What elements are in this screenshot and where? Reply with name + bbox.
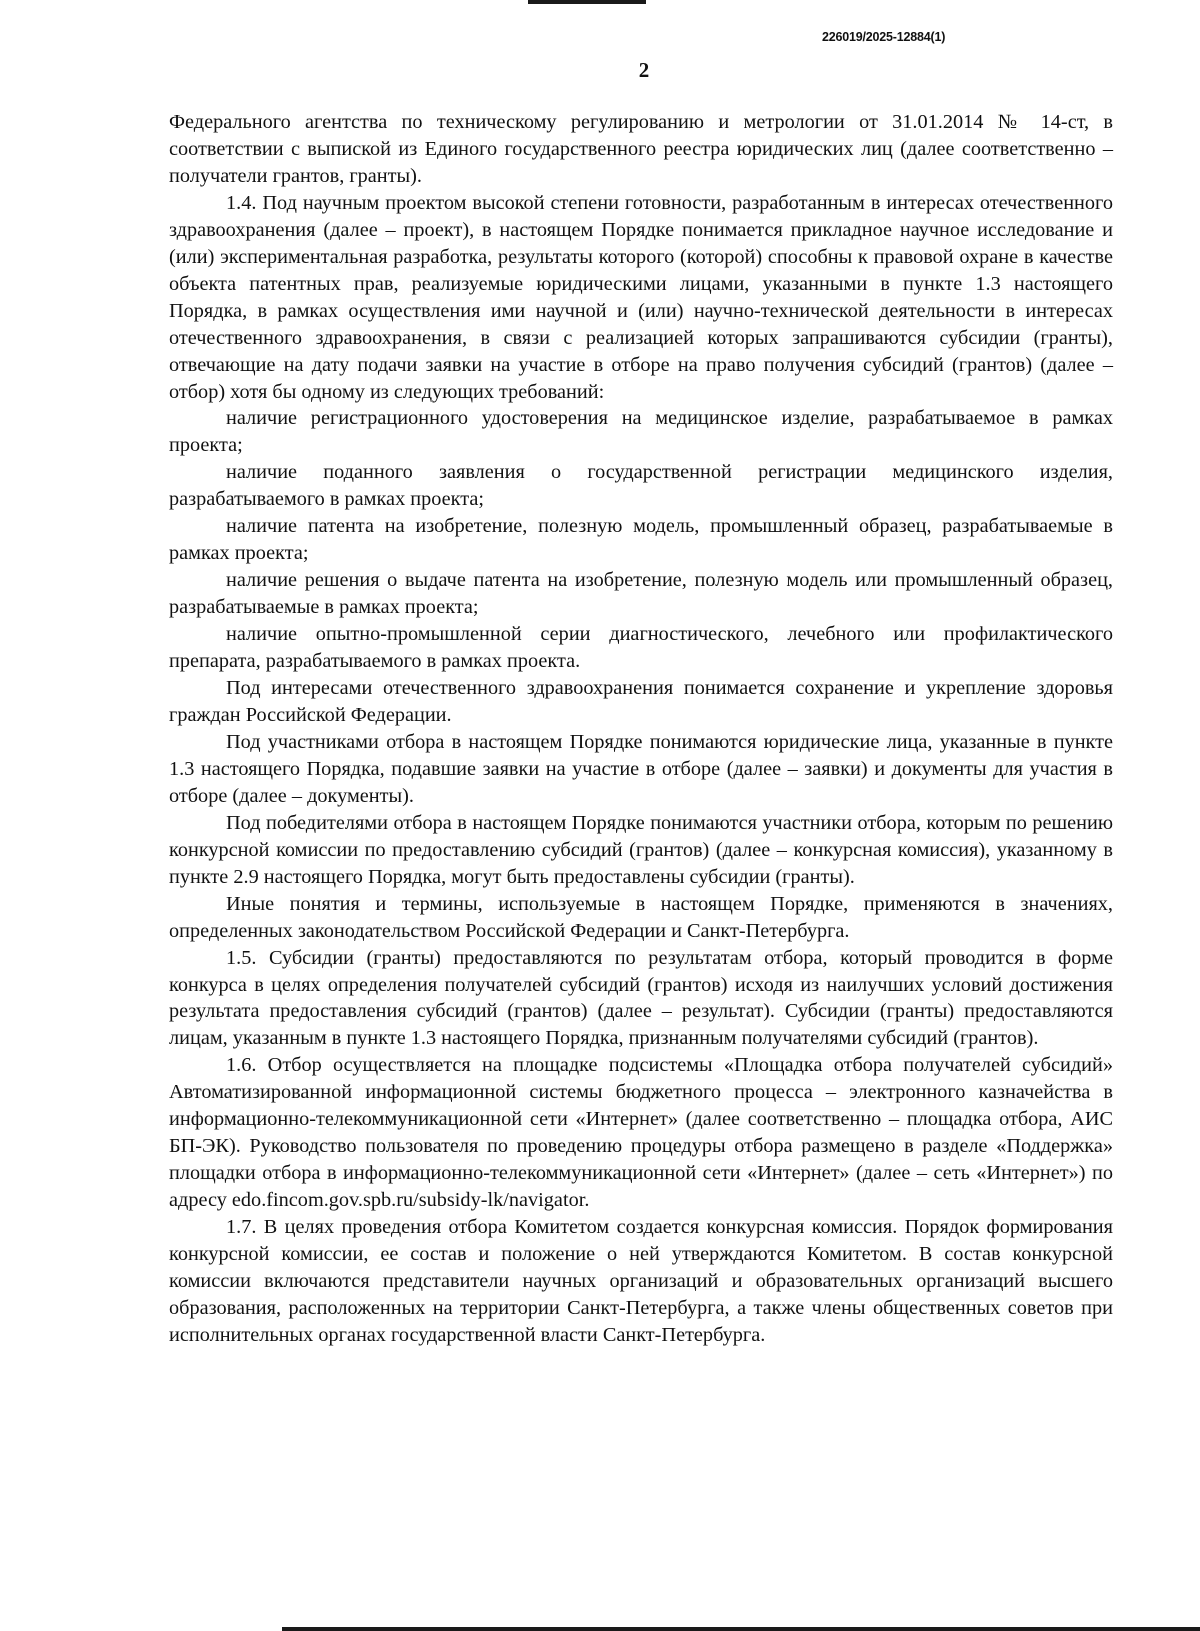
requirement-patent-decision: наличие решения о выдаче патента на изобретение, полезную модель или промышленный образец, разрабатываемые в рамках проекта;	[169, 569, 1113, 619]
definition-winners: Под победителями отбора в настоящем Порядке понимаются участники отбора, которым по решению конкурсной комиссии по предоставлению субсидий (грантов) (далее – конкурсная комиссия), указанному в пункте 2.9 настоящего Порядка, могут быть предоставлены субсидии (гранты).	[169, 811, 1113, 888]
requirement-patent: наличие патента на изобретение, полезную модель, промышленный образец, разрабатываемые в рамках проекта;	[169, 515, 1113, 565]
paragraph-1-4: 1.4. Под научным проектом высокой степени готовности, разработанным в интересах отечественного здравоохранения (далее – проект), в настоящем Порядке понимается прикладное научное исследование и (или) экспериментальная разработка, результаты которого (которой) способны к правовой охране в качестве объекта патентных прав, реализуемые юридическими лицами, указанными в пункте 1.3 настоящего Порядка, в рамках осуществления ими научной и (или) научно-технической деятельности в интересах отечественного здравоохранения, в связи с реализацией которых запрашиваются субсидии (гранты), отвечающие на дату подачи заявки на участие в отборе на право получения субсидий (грантов) (далее – отбор) хотя бы одному из следующих требований:	[169, 191, 1113, 403]
scan-edge-bottom	[282, 1627, 1200, 1631]
document-body	[169, 109, 1113, 1349]
document-registration-number: 226019/2025-12884(1)	[822, 30, 946, 44]
requirement-registration-application: наличие поданного заявления о государственной регистрации медицинского изделия, разрабатываемого в рамках проекта;	[169, 461, 1113, 511]
definition-participants: Под участниками отбора в настоящем Порядке понимаются юридические лица, указанные в пункте 1.3 настоящего Порядка, подавшие заявки на участие в отборе (далее – заявки) и документы для участия в отборе (далее – документы).	[169, 730, 1113, 807]
paragraph-continuation: Федерального агентства по техническому регулированию и метрологии от 31.01.2014 № 14-ст, в соответствии с выпиской из Единого государственного реестра юридических лиц (далее соответственно – получатели грантов, гранты).	[169, 111, 1113, 187]
scan-edge-top	[528, 0, 646, 4]
paragraph-1-5: 1.5. Субсидии (гранты) предоставляются по результатам отбора, который проводится в форме конкурса в целях определения получателей субсидий (грантов) исходя из наилучших условий достижения результата предоставления субсидий (грантов) (далее – результат). Субсидии (гранты) предоставляются лицам, указанным в пункте 1.3 настоящего Порядка, признанным получателями субсидий (грантов).	[169, 946, 1113, 1050]
page-number: 2	[638, 58, 650, 82]
paragraph-1-7: 1.7. В целях проведения отбора Комитетом создается конкурсная комиссия. Порядок формирования конкурсной комиссии, ее состав и положение о ней утверждаются Комитетом. В состав конкурсной комиссии включаются представители научных организаций и образовательных организаций высшего образования, расположенных на территории Санкт-Петербурга, а также члены общественных советов при исполнительных органах государственной власти Санкт-Петербурга.	[169, 1216, 1113, 1346]
paragraph-1-6: 1.6. Отбор осуществляется на площадке подсистемы «Площадка отбора получателей субсидий» Автоматизированной информационной системы бюджетного процесса – электронного казначейства в информационно-телекоммуникационной сети «Интернет» (далее соответственно – площадка отбора, АИС БП-ЭК). Руководство пользователя по проведению процедуры отбора размещено в разделе «Поддержка» площадки отбора в информационно-телекоммуникационной сети «Интернет» (далее – сеть «Интернет») по адресу edo.fincom.gov.spb.ru/subsidy-lk/navigator.	[169, 1054, 1113, 1212]
requirement-registration-certificate: наличие регистрационного удостоверения на медицинское изделие, разрабатываемое в рамках проекта;	[169, 407, 1113, 457]
definition-healthcare-interests: Под интересами отечественного здравоохранения понимается сохранение и укрепление здоровья граждан Российской Федерации.	[169, 677, 1113, 726]
requirement-pilot-series: наличие опытно-промышленной серии диагностического, лечебного или профилактического препарата, разрабатываемого в рамках проекта.	[169, 623, 1113, 673]
definition-other-terms: Иные понятия и термины, используемые в настоящем Порядке, применяются в значениях, определенных законодательством Российской Федерации и Санкт-Петербурга.	[169, 892, 1113, 942]
